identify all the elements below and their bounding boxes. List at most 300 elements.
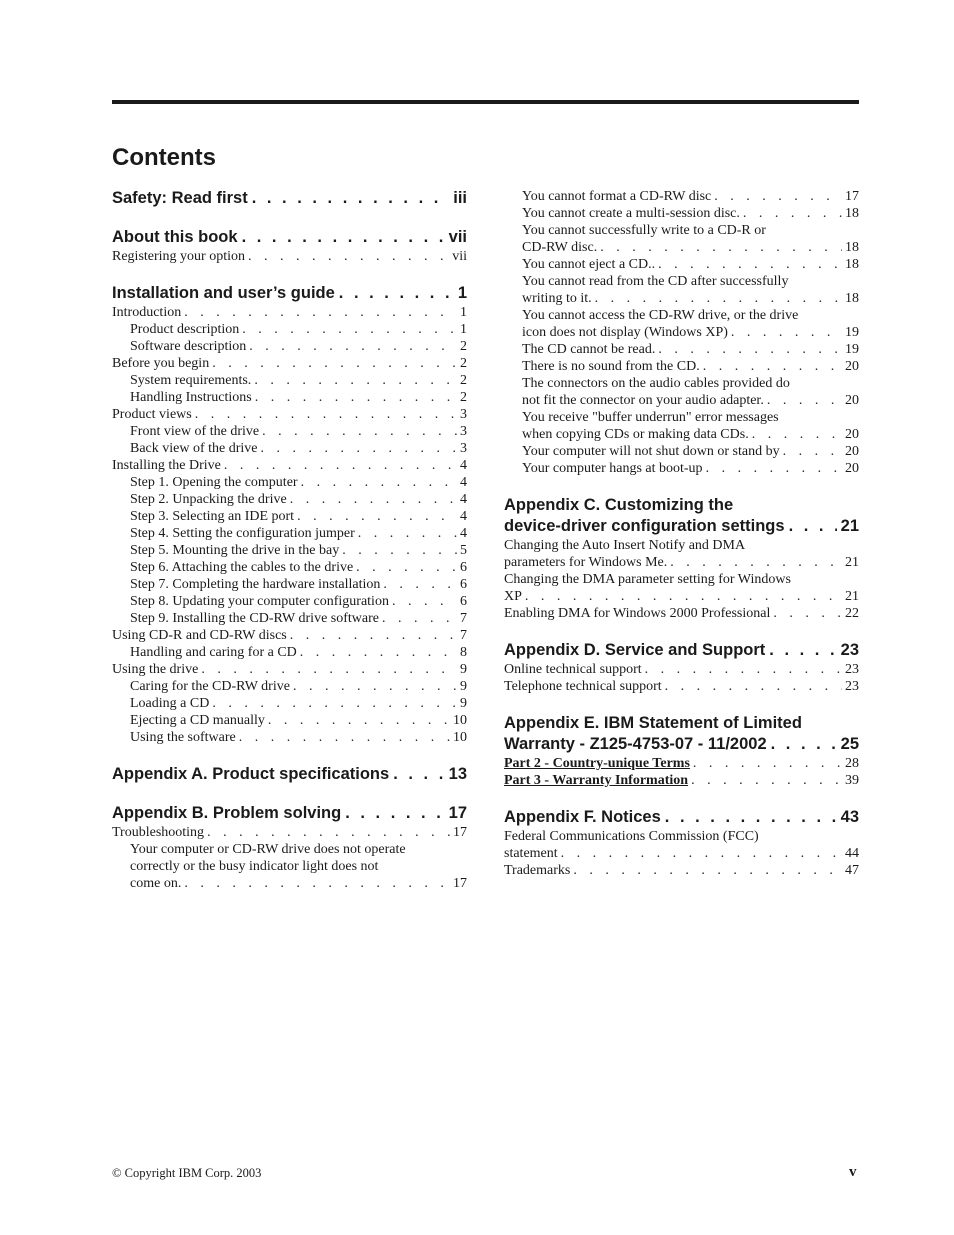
toc-entry[interactable] [504,222,859,256]
toc-page-number: 6 [460,560,467,575]
toc-entry[interactable] [112,440,467,457]
toc-page-number: 5 [460,543,467,558]
toc-entry-row [522,443,859,460]
dot-leader [383,576,457,593]
dot-leader [290,627,457,644]
toc-entry[interactable] [112,321,467,338]
toc-heading-row [112,188,467,209]
toc-page-number: 25 [840,735,859,753]
toc-entry-text-line: You cannot access the CD-RW drive, or the drive [522,308,799,323]
toc-entry[interactable] [112,304,467,321]
dot-leader [645,661,842,678]
toc-entry-title: The CD cannot be read. [522,342,656,357]
toc-entry-row [130,542,467,559]
toc-entry[interactable] [112,474,467,491]
toc-page-number: 1 [460,322,467,337]
dot-leader [207,824,450,841]
dot-leader [242,227,445,248]
toc-entry[interactable] [112,355,467,372]
toc-entry-row [130,695,467,712]
toc-entry-title: Your computer hangs at boot-up [522,461,703,476]
dot-leader [339,283,454,304]
toc-entry-title: There is no sound from the CD. [522,359,700,374]
toc-entry-title: CD-RW disc. [522,240,598,255]
toc-page-number: 20 [845,393,859,408]
dot-leader [201,661,457,678]
toc-entry-row [130,559,467,576]
top-rule [112,100,859,104]
toc-entry-title: Step 5. Mounting the drive in the bay [130,543,340,558]
toc-entry-row [522,324,859,341]
toc-page-number: 3 [460,424,467,439]
toc-entry[interactable] [112,248,467,265]
toc-page-number: 20 [845,461,859,476]
toc-entry[interactable] [504,273,859,307]
toc-entry-title: Step 6. Attaching the cables to the drive [130,560,354,575]
dot-leader [212,355,457,372]
toc-entry-title: come on. [130,876,182,891]
toc-entry-row [130,610,467,627]
toc-entry-title: Step 8. Updating your computer configuration [130,594,389,609]
toc-entry-title: when copying CDs or making data CDs. [522,427,749,442]
toc-entry-title: Before you begin [112,356,210,371]
toc-page-number: 17 [453,825,467,840]
toc-page-number: 28 [845,756,859,771]
toc-entry-row [504,661,859,678]
toc-entry-text-line: correctly or the busy indicator light does not [130,859,379,874]
dot-leader [297,508,457,525]
toc-entry-text-line: The connectors on the audio cables provided do [522,376,790,391]
dot-leader [769,640,836,661]
toc-entry-title: XP [504,589,522,604]
toc-entry-title: Step 7. Completing the hardware installation [130,577,381,592]
toc-page-number: 17 [845,189,859,204]
toc-page-number: 44 [845,846,859,861]
toc-page-number: 1 [457,284,467,302]
toc-entry-row [504,755,859,772]
toc-entry[interactable] [504,256,859,273]
toc-entry[interactable] [112,457,467,474]
toc-entry-title: Step 3. Selecting an IDE port [130,509,295,524]
dot-leader [783,443,842,460]
toc-page-number: 3 [460,407,467,422]
toc-entry-row [112,627,467,644]
dot-leader [255,389,457,406]
toc-heading-title: device-driver configuration settings [504,517,785,535]
toc-page-number: 6 [460,577,467,592]
toc-entry-row [112,406,467,423]
toc-entry-title: statement [504,846,558,861]
toc-entry[interactable] [112,423,467,440]
toc-entry[interactable] [112,508,467,525]
toc-entry[interactable] [112,559,467,576]
toc-entry[interactable] [112,678,467,695]
toc-entry[interactable] [112,712,467,729]
toc-entry-title: Telephone technical support [504,679,662,694]
toc-page-number: 2 [460,390,467,405]
toc-entry-row [130,423,467,440]
dot-leader [392,593,457,610]
toc-page-number: 4 [460,492,467,507]
toc-entry-row [112,355,467,372]
toc-entry-title: Caring for the CD-RW drive [130,679,290,694]
toc-entry-text-line: Appendix C. Customizing the [504,496,734,514]
toc-entry-row [112,248,467,265]
toc-page-number: 43 [840,808,859,826]
toc-page-number: 2 [460,356,467,371]
toc-entry-row [130,508,467,525]
dot-leader [525,588,842,605]
toc-entry-title: You cannot eject a CD.. [522,257,656,272]
toc-page-number: vii [448,228,467,246]
toc-heading-title: Warranty - Z125-4753-07 - 11/2002 [504,735,767,753]
toc-page-number: 47 [845,863,859,878]
toc-entry-text-line: Changing the Auto Insert Notify and DMA [504,538,746,553]
dot-leader [262,423,457,440]
toc-entry-title: You cannot create a multi-session disc. [522,206,740,221]
dot-leader [743,205,842,222]
dot-leader [767,392,842,409]
toc-heading-title: Safety: Read first [112,189,248,207]
toc-heading-row [504,807,859,828]
toc-entry[interactable] [504,341,859,358]
toc-page-number: 13 [448,765,467,783]
toc-entry-title: You cannot format a CD-RW disc [522,189,712,204]
toc-entry[interactable] [112,542,467,559]
dot-leader [184,304,457,321]
toc-entry-title: Installing the Drive [112,458,221,473]
toc-page-number: 9 [460,662,467,677]
toc-entry-title[interactable]: Part 3 - Warranty Information [504,773,689,788]
toc-entry[interactable] [112,491,467,508]
page-title: Contents [112,144,216,171]
toc-page-number: 4 [460,509,467,524]
toc-entry-title: System requirements. [130,373,252,388]
toc-page-number: 1 [460,305,467,320]
dot-leader [254,372,457,389]
toc-entry-row [504,588,859,605]
toc-entry[interactable] [112,644,467,661]
dot-leader [693,755,842,772]
toc-entry-row [112,661,467,678]
toc-heading-row [504,734,859,755]
toc-entry-title: writing to it. [522,291,592,306]
dot-leader [345,803,444,824]
toc-entry-title: Product views [112,407,192,422]
toc-entry-text-line: You receive "buffer underrun" error messages [522,410,779,425]
toc-entry[interactable] [504,862,859,879]
toc-heading-row [112,803,467,824]
toc-page-number: 23 [845,662,859,677]
dot-leader [771,734,837,755]
dot-leader [184,875,450,892]
toc-page-number: 18 [845,206,859,221]
toc-page-number: 8 [460,645,467,660]
toc-entry-row [522,188,859,205]
toc-entry[interactable] [112,661,467,678]
toc-heading-title: Appendix D. Service and Support [504,641,766,659]
dot-leader [665,807,837,828]
dot-leader [658,256,842,273]
toc-page-number: 22 [845,606,859,621]
toc-entry-text-line: Appendix E. IBM Statement of Limited [504,714,802,732]
toc-entry[interactable] [112,593,467,610]
toc-entry-title: Using CD-R and CD-RW discs [112,628,287,643]
toc-heading[interactable] [504,807,859,828]
toc-heading-row [112,283,467,304]
toc-entry[interactable] [504,307,859,341]
dot-leader [268,712,450,729]
toc-page-number: 4 [460,475,467,490]
toc-entry-row [130,644,467,661]
dot-leader [714,188,842,205]
toc-entry-title: Your computer will not shut down or stand by [522,444,780,459]
toc-page-number: 18 [845,240,859,255]
toc-page-number: 23 [845,679,859,694]
toc-entry-row [130,372,467,389]
toc-entry[interactable] [112,627,467,644]
toc-entry[interactable] [112,695,467,712]
toc-entry-row [522,460,859,477]
dot-leader [382,610,457,627]
toc-entry[interactable] [504,661,859,678]
toc-page-number: vii [452,249,467,264]
toc-entry[interactable] [504,755,859,772]
toc-entry-row [130,474,467,491]
dot-leader [573,862,842,879]
dot-leader [249,338,457,355]
toc-entry-text-line: You cannot read from the CD after successfully [522,274,789,289]
toc-page-number: 4 [460,526,467,541]
toc-page-number: 9 [460,696,467,711]
toc-entry-title: Using the drive [112,662,199,677]
toc-heading[interactable] [112,803,467,824]
toc-entry[interactable] [504,571,859,605]
toc-entry-row [522,205,859,222]
toc-entry-row [522,358,859,375]
dot-leader [600,239,842,256]
toc-page-number: 10 [453,730,467,745]
dot-leader [342,542,457,559]
toc-page-number: 18 [845,257,859,272]
toc-entry-row [130,321,467,338]
toc-entry-row [504,605,859,622]
toc-entry-title: Software description [130,339,247,354]
toc-page-number: iii [453,189,467,207]
toc-entry-row [130,593,467,610]
toc-heading-title: Appendix F. Notices [504,808,661,826]
toc-entry-title: icon does not display (Windows XP) [522,325,728,340]
toc-entry-title[interactable]: Part 2 - Country-unique Terms [504,756,690,771]
toc-page-number: 7 [460,611,467,626]
toc-heading[interactable] [112,227,467,248]
toc-page-number: 18 [845,291,859,306]
toc-heading-title: Appendix B. Problem solving [112,804,342,822]
toc-heading-title: Appendix A. Product specifications [112,765,390,783]
toc-page-number: 4 [460,458,467,473]
dot-leader [301,474,457,491]
toc-entry-row [504,862,859,879]
toc-entry-title: Handling Instructions [130,390,252,405]
toc-entry[interactable] [504,358,859,375]
dot-leader [290,491,457,508]
dot-leader [706,460,842,477]
toc-heading-row [504,516,859,537]
dot-leader [212,695,457,712]
dot-leader [393,764,444,785]
toc-entry-row [522,290,859,307]
toc-entry-row [130,338,467,355]
toc-entry-title: Front view of the drive [130,424,260,439]
dot-leader [261,440,457,457]
toc-entry-row [112,824,467,841]
dot-leader [356,559,457,576]
toc-entry-title: Product description [130,322,240,337]
dot-leader [239,729,450,746]
toc-entry[interactable] [504,678,859,695]
dot-leader [691,772,842,789]
toc-page-number: 6 [460,594,467,609]
toc-entry-title: Registering your option [112,249,245,264]
dot-leader [224,457,457,474]
toc-heading[interactable] [112,283,467,304]
toc-heading-row [112,764,467,785]
dot-leader [561,845,842,862]
toc-page-number: 20 [845,444,859,459]
toc-entry-row [522,239,859,256]
toc-entry-title: Step 2. Unpacking the drive [130,492,287,507]
toc-entry-row [130,389,467,406]
toc-heading-title: About this book [112,228,238,246]
toc-heading[interactable] [112,188,467,209]
dot-leader [789,516,837,537]
toc-entry-row [130,440,467,457]
toc-entry-row [522,256,859,273]
toc-entry-title: Step 1. Opening the computer [130,475,298,490]
toc-entry[interactable] [504,537,859,571]
toc-entry-text-line: You cannot successfully write to a CD-R or [522,223,766,238]
toc-entry-text-line: Changing the DMA parameter setting for Windows [504,572,791,587]
dot-leader [293,678,457,695]
toc-entry-row [504,678,859,695]
toc-entry[interactable] [504,205,859,222]
toc-page-number: 2 [460,339,467,354]
toc-entry[interactable] [504,443,859,460]
dot-leader [773,605,842,622]
toc-left-column [112,188,467,892]
toc-entry[interactable] [504,605,859,622]
dot-leader [595,290,842,307]
toc-entry-row [504,554,859,571]
toc-heading[interactable] [504,713,859,755]
toc-entry[interactable] [504,375,859,409]
toc-entry[interactable] [112,576,467,593]
dot-leader [252,188,450,209]
toc-page-number: 10 [453,713,467,728]
toc-entry[interactable] [112,824,467,841]
toc-entry[interactable] [504,188,859,205]
toc-page-number: 2 [460,373,467,388]
toc-entry-title: Step 9. Installing the CD-RW drive software [130,611,379,626]
toc-page-number: 20 [845,359,859,374]
toc-entry-row [130,576,467,593]
toc-entry-row [522,392,859,409]
toc-entry-title: parameters for Windows Me. [504,555,668,570]
toc-right-column [504,188,859,879]
toc-entry-text-line: Your computer or CD-RW drive does not operate [130,842,406,857]
toc-entry[interactable] [112,389,467,406]
toc-entry-title: Back view of the drive [130,441,258,456]
toc-entry-text-line: Federal Communications Commission (FCC) [504,829,759,844]
toc-page-number: 20 [845,427,859,442]
toc-entry-row [112,457,467,474]
toc-entry[interactable] [112,841,467,892]
toc-entry-title: Trademarks [504,863,571,878]
dot-leader [731,324,842,341]
toc-entry-row [504,845,859,862]
toc-page-number: 19 [845,342,859,357]
toc-entry[interactable] [504,409,859,443]
toc-page-number: 21 [845,589,859,604]
toc-heading-row [112,227,467,248]
toc-entry-title: Loading a CD [130,696,210,711]
toc-entry-title: Troubleshooting [112,825,205,840]
toc-page-number: 21 [840,517,859,535]
toc-entry[interactable] [112,525,467,542]
dot-leader [300,644,457,661]
toc-entry-row [130,875,467,892]
toc-entry-row [522,341,859,358]
toc-page-number: 17 [448,804,467,822]
toc-heading[interactable] [504,495,859,537]
dot-leader [703,358,842,375]
toc-entry-title: Online technical support [504,662,642,677]
toc-heading[interactable] [504,640,859,661]
toc-entry[interactable] [504,460,859,477]
toc-page-number: 39 [845,773,859,788]
toc-entry-row [522,426,859,443]
toc-entry[interactable] [112,406,467,423]
toc-entry[interactable] [112,338,467,355]
toc-heading-title: Installation and user’s guide [112,284,335,302]
toc-entry[interactable] [112,729,467,746]
toc-entry-title: Handling and caring for a CD [130,645,297,660]
toc-entry-title: Step 4. Setting the configuration jumper [130,526,355,541]
toc-entry-title: Using the software [130,730,236,745]
dot-leader [242,321,457,338]
toc-page-number: 3 [460,441,467,456]
toc-entry-row [504,772,859,789]
toc-entry-row [130,712,467,729]
toc-heading[interactable] [112,764,467,785]
dot-leader [752,426,842,443]
toc-entry[interactable] [504,828,859,862]
toc-page-number: 19 [845,325,859,340]
dot-leader [670,554,842,571]
dot-leader [248,248,449,265]
dot-leader [658,341,842,358]
toc-entry-row [130,491,467,508]
dot-leader [195,406,457,423]
toc-entry-title: Ejecting a CD manually [130,713,265,728]
toc-entry[interactable] [504,772,859,789]
toc-heading-row [504,640,859,661]
toc-entry-row [130,525,467,542]
toc-entry[interactable] [112,610,467,627]
toc-entry[interactable] [112,372,467,389]
toc-entry-title: Introduction [112,305,182,320]
toc-entry-row [130,729,467,746]
